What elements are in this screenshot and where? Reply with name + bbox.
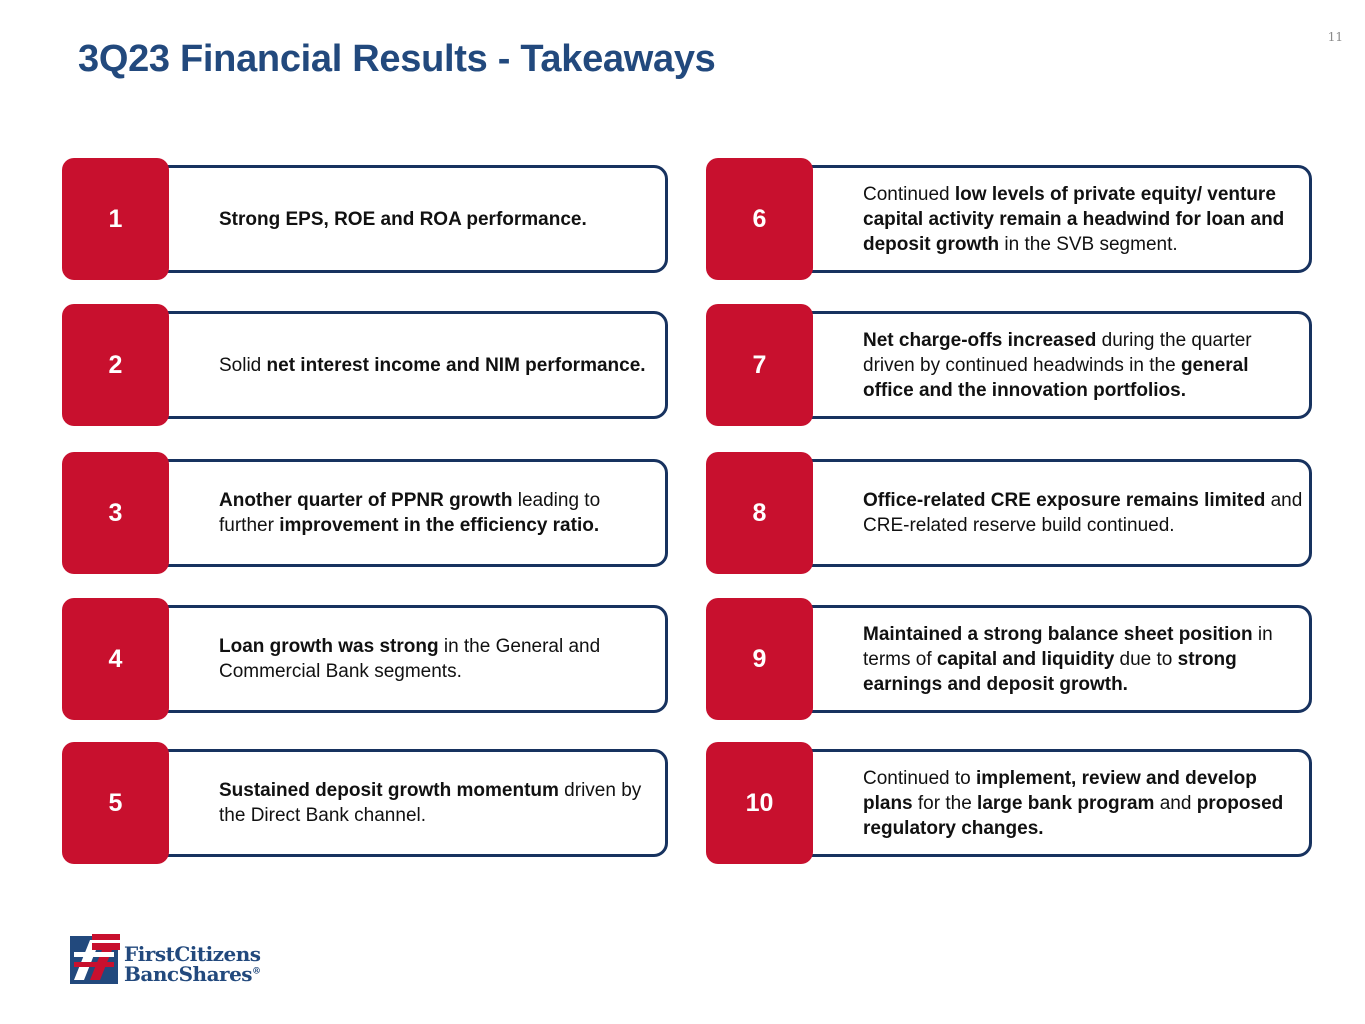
takeaway-paragraph [863, 488, 1304, 538]
takeaway-segment: in the General and Commercial Bank segments. [219, 636, 601, 682]
flag-logo-icon [70, 932, 122, 986]
takeaway-segment: due to [1114, 648, 1178, 670]
takeaway-segment: in the SVB segment. [999, 233, 1178, 255]
takeaway-segment: and CRE-related reserve build continued. [863, 490, 1303, 536]
takeaway-number: 5 [62, 742, 169, 864]
takeaway-bold-segment: Sustained deposit growth momentum [219, 780, 559, 801]
takeaway-bold-segment: strong earnings and deposit growth. [863, 648, 1237, 695]
takeaway-segment: Solid [219, 354, 267, 376]
takeaway-number: 9 [706, 598, 813, 720]
takeaway-text [863, 605, 1304, 713]
takeaway-number: 7 [706, 304, 813, 426]
takeaway-text [219, 311, 660, 419]
takeaway-text [219, 749, 660, 857]
takeaway-number: 6 [706, 158, 813, 280]
page-title: 3Q23 Financial Results - Takeaways [78, 38, 716, 80]
company-logo [70, 932, 270, 988]
takeaway-card [706, 304, 1314, 426]
takeaway-segment: for the [912, 792, 978, 814]
takeaway-card [62, 742, 670, 864]
takeaway-bold-segment: Strong EPS, ROE and ROA performance. [219, 208, 587, 230]
takeaway-bold-segment: Net charge-offs increased [863, 329, 1097, 351]
takeaway-card [62, 452, 670, 574]
logo-text-line2-name: BancShares [124, 962, 253, 986]
takeaway-bold-segment: net interest income and NIM performance. [266, 354, 646, 376]
takeaway-bold-segment: Office-related CRE exposure remains limited [863, 490, 1266, 511]
takeaway-paragraph [219, 488, 660, 538]
takeaway-number: 4 [62, 598, 169, 720]
takeaway-bold-segment: general office and the innovation portfolios. [863, 354, 1249, 401]
takeaway-bold-segment: implement, review and develop plans [863, 767, 1257, 814]
takeaway-segment: in terms of [863, 623, 1273, 670]
takeaway-bold-segment: Loan growth was strong [219, 636, 439, 657]
takeaway-card [706, 598, 1314, 720]
takeaway-paragraph [863, 622, 1304, 697]
takeaway-paragraph [219, 634, 660, 684]
takeaway-paragraph [219, 353, 646, 378]
takeaway-bold-segment: capital and liquidity [936, 648, 1115, 670]
takeaway-card [62, 598, 670, 720]
takeaway-bold-segment: improvement in the efficiency ratio. [279, 515, 600, 536]
takeaway-segment: Continued [863, 183, 955, 205]
takeaway-number: 10 [706, 742, 813, 864]
takeaway-bold-segment: Maintained a strong balance sheet position [863, 623, 1253, 645]
takeaway-segment: Continued to [863, 767, 977, 789]
takeaway-number: 8 [706, 452, 813, 574]
takeaway-paragraph [863, 328, 1304, 403]
takeaway-bold-segment: large bank program [977, 792, 1155, 814]
page-number: 11 [1327, 30, 1343, 44]
takeaway-card [706, 452, 1314, 574]
takeaway-segment: driven by the Direct Bank channel. [219, 780, 642, 826]
takeaway-number: 1 [62, 158, 169, 280]
takeaway-paragraph [863, 766, 1304, 841]
takeaway-segment: and [1154, 792, 1197, 814]
takeaway-bold-segment: Another quarter of PPNR growth [219, 490, 513, 511]
takeaway-segment: leading to further [219, 490, 601, 536]
takeaway-bold-segment: low levels of private equity/ venture capital activity remain a headwind for loan and deposit growth [863, 183, 1285, 255]
takeaway-card [62, 158, 670, 280]
takeaway-text [219, 605, 660, 713]
takeaway-text [863, 749, 1304, 857]
takeaway-paragraph [219, 778, 660, 828]
takeaway-bold-segment: proposed regulatory changes. [863, 792, 1284, 839]
takeaway-number: 2 [62, 304, 169, 426]
takeaway-text [863, 311, 1304, 419]
logo-text-line2 [124, 962, 261, 986]
takeaway-segment: during the quarter driven by continued headwinds in the [863, 329, 1252, 376]
takeaway-number: 3 [62, 452, 169, 574]
takeaway-card [62, 304, 670, 426]
takeaway-text [219, 165, 660, 273]
takeaway-text [219, 459, 660, 567]
takeaway-card [706, 158, 1314, 280]
logo-text-line1: FirstCitizens [124, 942, 261, 966]
takeaway-paragraph [219, 207, 587, 232]
takeaway-paragraph [863, 182, 1304, 257]
registered-mark: ® [252, 966, 261, 977]
takeaway-text [863, 165, 1304, 273]
takeaway-text [863, 459, 1304, 567]
takeaway-card [706, 742, 1314, 864]
